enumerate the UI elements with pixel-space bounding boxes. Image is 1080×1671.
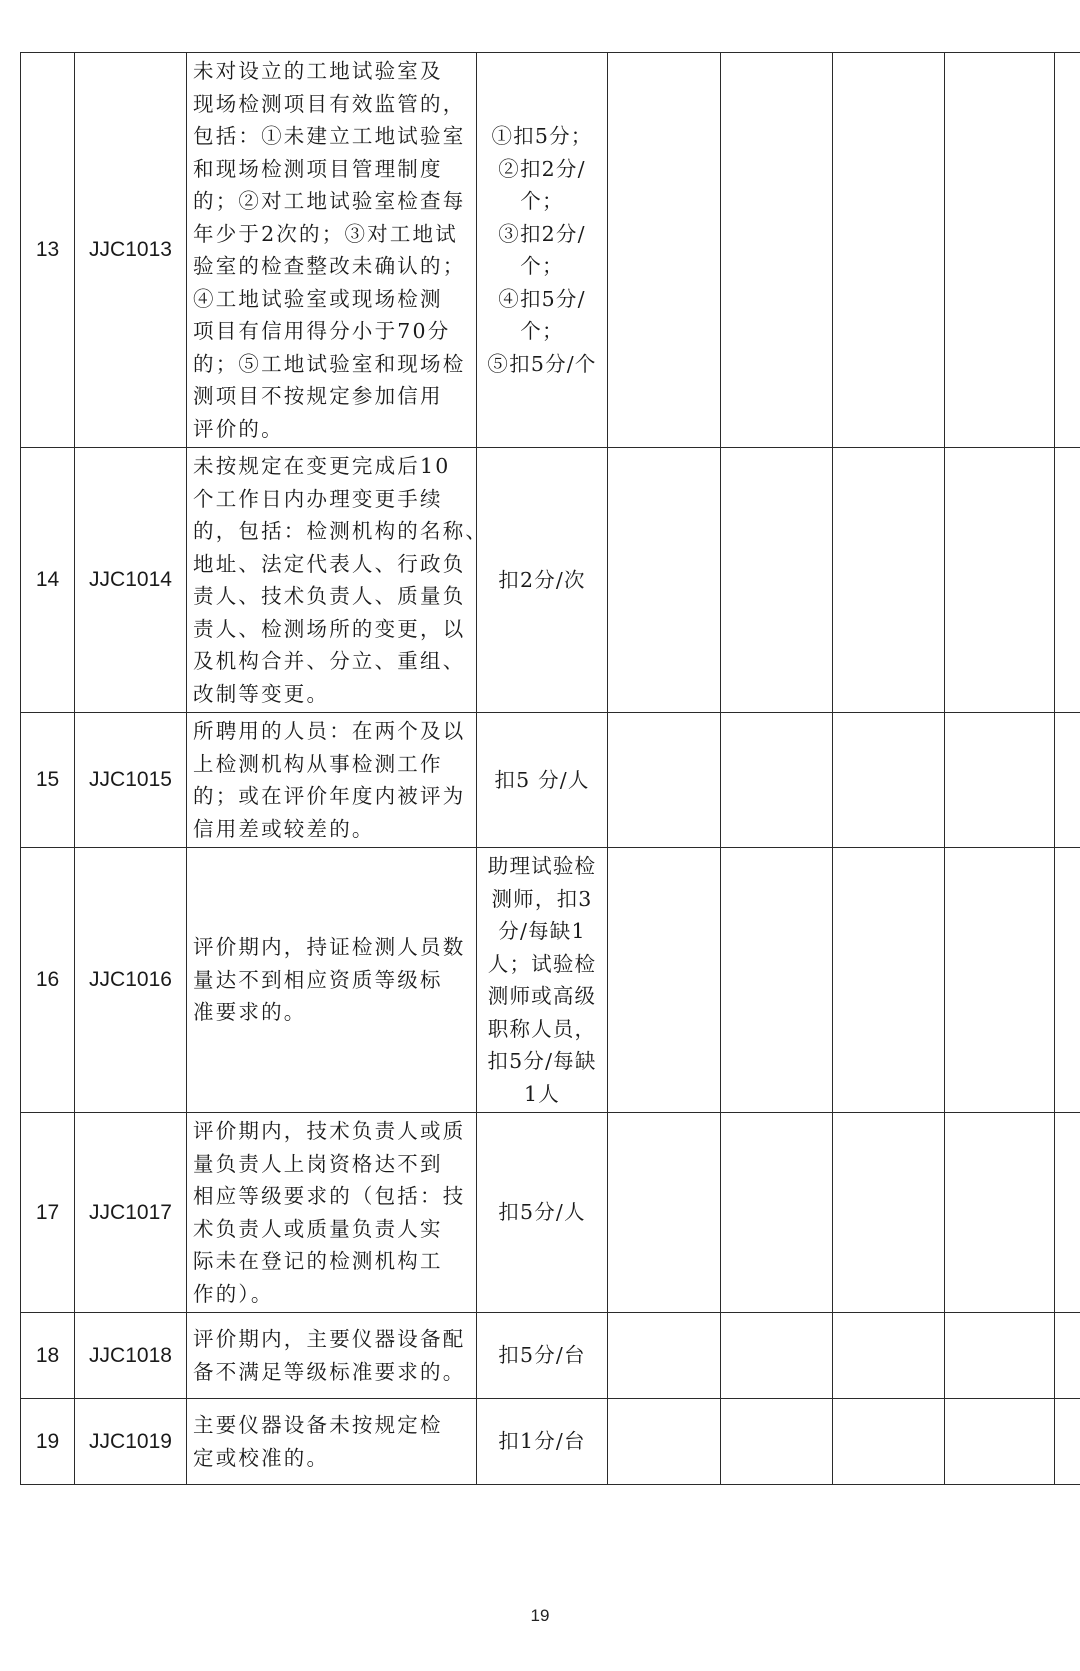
description-line: 相应等级要求的（包括：技 xyxy=(193,1184,466,1208)
deduction-cell xyxy=(477,53,608,448)
description-line: 和现场检测项目管理制度 xyxy=(193,156,443,181)
description-line: 地址、法定代表人、行政负 xyxy=(193,551,466,576)
deduction-line: ⑤扣5分/个 xyxy=(487,351,597,376)
row-number-cell: 14 xyxy=(21,448,75,713)
description-line: 测项目不按规定参加信用 xyxy=(193,384,443,408)
deduction-line: ②扣2分/ xyxy=(498,156,586,181)
empty-cell xyxy=(721,53,833,448)
table-row xyxy=(21,1399,1080,1485)
item-code-cell: JJC1018 xyxy=(75,1313,187,1399)
description-line: 际未在登记的检测机构工 xyxy=(193,1249,443,1273)
deduction-line: 测师，扣3 xyxy=(491,886,593,911)
empty-cell xyxy=(608,713,721,848)
empty-cell xyxy=(945,448,1055,713)
description-line: 的；或在评价年度内被评为 xyxy=(193,784,466,808)
deduction-line: 个； xyxy=(520,254,564,278)
deduction-line: 扣2分/次 xyxy=(498,567,586,592)
description-line: 责人、检测场所的变更，以 xyxy=(193,616,466,641)
deduction-line: 职称人员， xyxy=(487,1016,597,1041)
table-row xyxy=(21,713,1080,848)
description-line: ④工地试验室或现场检测 xyxy=(193,286,443,311)
empty-cell xyxy=(833,848,945,1113)
empty-cell xyxy=(833,448,945,713)
description-line: 量负责人上岗资格达不到 xyxy=(193,1151,443,1176)
deduction-cell xyxy=(477,1313,608,1399)
description-line: 项目有信用得分小于70分 xyxy=(193,319,451,343)
description-line: 的；⑤工地试验室和现场检 xyxy=(193,351,466,376)
description-line: 现场检测项目有效监管的， xyxy=(193,91,466,116)
empty-cell xyxy=(721,848,833,1113)
deduction-cell xyxy=(477,713,608,848)
description-cell xyxy=(187,848,477,1113)
evaluation-table-container xyxy=(20,52,1066,1485)
row-number-cell: 13 xyxy=(21,53,75,448)
empty-cell xyxy=(945,1399,1055,1485)
description-line: 量达不到相应资质等级标 xyxy=(193,967,443,992)
empty-cell xyxy=(945,1313,1055,1399)
deduction-line: 分/每缺1 xyxy=(498,919,586,943)
row-number-cell: 16 xyxy=(21,848,75,1113)
description-line: 上检测机构从事检测工作 xyxy=(193,751,443,776)
table-row xyxy=(21,1113,1080,1313)
evaluation-table xyxy=(20,52,1080,1485)
description-cell xyxy=(187,1399,477,1485)
description-line: 未对设立的工地试验室及 xyxy=(193,59,443,83)
empty-cell xyxy=(945,1113,1055,1313)
row-number-cell: 17 xyxy=(21,1113,75,1313)
deduction-line: 个； xyxy=(520,189,564,213)
deduction-cell xyxy=(477,848,608,1113)
description-cell xyxy=(187,1313,477,1399)
deduction-line: ③扣2分/ xyxy=(498,221,586,246)
description-line: 改制等变更。 xyxy=(193,681,330,706)
empty-cell xyxy=(1055,53,1080,448)
deduction-line: 1人 xyxy=(524,1081,560,1106)
empty-cell xyxy=(608,1313,721,1399)
item-code-cell: JJC1014 xyxy=(75,448,187,713)
deduction-line: 个； xyxy=(520,319,564,343)
description-cell xyxy=(187,53,477,448)
empty-cell xyxy=(1055,448,1080,713)
description-line: 评价的。 xyxy=(193,416,284,441)
empty-cell xyxy=(608,1113,721,1313)
deduction-line: 扣1分/台 xyxy=(498,1429,586,1454)
empty-cell xyxy=(833,1399,945,1485)
deduction-line: 扣5分/人 xyxy=(498,1200,586,1225)
table-row xyxy=(21,848,1080,1113)
description-line: 评价期内，主要仪器设备配 xyxy=(193,1327,466,1351)
description-cell xyxy=(187,1113,477,1313)
empty-cell xyxy=(721,1313,833,1399)
description-line: 及机构合并、分立、重组、 xyxy=(193,649,466,673)
item-code-cell: JJC1019 xyxy=(75,1399,187,1485)
description-line: 准要求的。 xyxy=(193,1000,307,1025)
description-line: 术负责人或质量负责人实 xyxy=(193,1216,443,1241)
item-code-cell: JJC1015 xyxy=(75,713,187,848)
deduction-line: ④扣5分/ xyxy=(498,286,586,311)
deduction-line: 扣5 分/人 xyxy=(494,767,590,792)
empty-cell xyxy=(833,1313,945,1399)
empty-cell xyxy=(945,713,1055,848)
empty-cell xyxy=(1055,1113,1080,1313)
table-row xyxy=(21,1313,1080,1399)
deduction-line: 助理试验检 xyxy=(487,854,597,878)
empty-cell xyxy=(1055,713,1080,848)
description-line: 作的）。 xyxy=(193,1281,274,1306)
row-number-cell: 18 xyxy=(21,1313,75,1399)
empty-cell xyxy=(1055,1399,1080,1485)
deduction-line: 人；试验检 xyxy=(487,951,597,976)
description-line: 的；②对工地试验室检查每 xyxy=(193,189,466,213)
description-line: 评价期内，技术负责人或质 xyxy=(193,1119,466,1143)
item-code-cell: JJC1013 xyxy=(75,53,187,448)
row-number-cell: 15 xyxy=(21,713,75,848)
description-line: 年少于2次的；③对工地试 xyxy=(193,221,458,246)
empty-cell xyxy=(608,848,721,1113)
description-line: 责人、技术负责人、质量负 xyxy=(193,584,466,608)
empty-cell xyxy=(608,448,721,713)
item-code-cell: JJC1017 xyxy=(75,1113,187,1313)
description-line: 包括：①未建立工地试验室 xyxy=(193,124,466,148)
empty-cell xyxy=(833,53,945,448)
page-number: 19 xyxy=(530,1606,550,1625)
description-line: 验室的检查整改未确认的； xyxy=(193,254,466,278)
description-line: 未按规定在变更完成后10 xyxy=(193,454,451,478)
empty-cell xyxy=(945,53,1055,448)
description-line: 备不满足等级标准要求的。 xyxy=(193,1359,466,1384)
description-line: 所聘用的人员：在两个及以 xyxy=(193,719,466,743)
deduction-cell xyxy=(477,1113,608,1313)
row-number-cell: 19 xyxy=(21,1399,75,1485)
deduction-line: 扣5分/每缺 xyxy=(487,1049,597,1073)
table-body xyxy=(21,53,1080,1485)
deduction-line: 扣5分/台 xyxy=(498,1343,586,1368)
description-line: 主要仪器设备未按规定检 xyxy=(193,1413,443,1437)
empty-cell xyxy=(833,713,945,848)
deduction-cell xyxy=(477,448,608,713)
empty-cell xyxy=(608,1399,721,1485)
empty-cell xyxy=(1055,1313,1080,1399)
empty-cell xyxy=(945,848,1055,1113)
empty-cell xyxy=(608,53,721,448)
description-cell xyxy=(187,448,489,713)
description-cell xyxy=(187,713,477,848)
empty-cell xyxy=(721,1113,833,1313)
table-row xyxy=(21,448,1080,713)
description-line: 评价期内，持证检测人员数 xyxy=(193,935,466,960)
empty-cell xyxy=(721,1399,833,1485)
deduction-line: ①扣5分； xyxy=(491,124,593,148)
description-line: 的，包括：检测机构的名称、 xyxy=(193,519,489,543)
description-line: 信用差或较差的。 xyxy=(193,816,375,841)
empty-cell xyxy=(721,448,833,713)
empty-cell xyxy=(833,1113,945,1313)
deduction-cell xyxy=(477,1399,608,1485)
empty-cell xyxy=(1055,848,1080,1113)
description-line: 个工作日内办理变更手续 xyxy=(193,486,443,511)
deduction-line: 测师或高级 xyxy=(487,984,597,1008)
table-row xyxy=(21,53,1080,448)
item-code-cell: JJC1016 xyxy=(75,848,187,1113)
empty-cell xyxy=(721,713,833,848)
description-line: 定或校准的。 xyxy=(193,1445,330,1470)
